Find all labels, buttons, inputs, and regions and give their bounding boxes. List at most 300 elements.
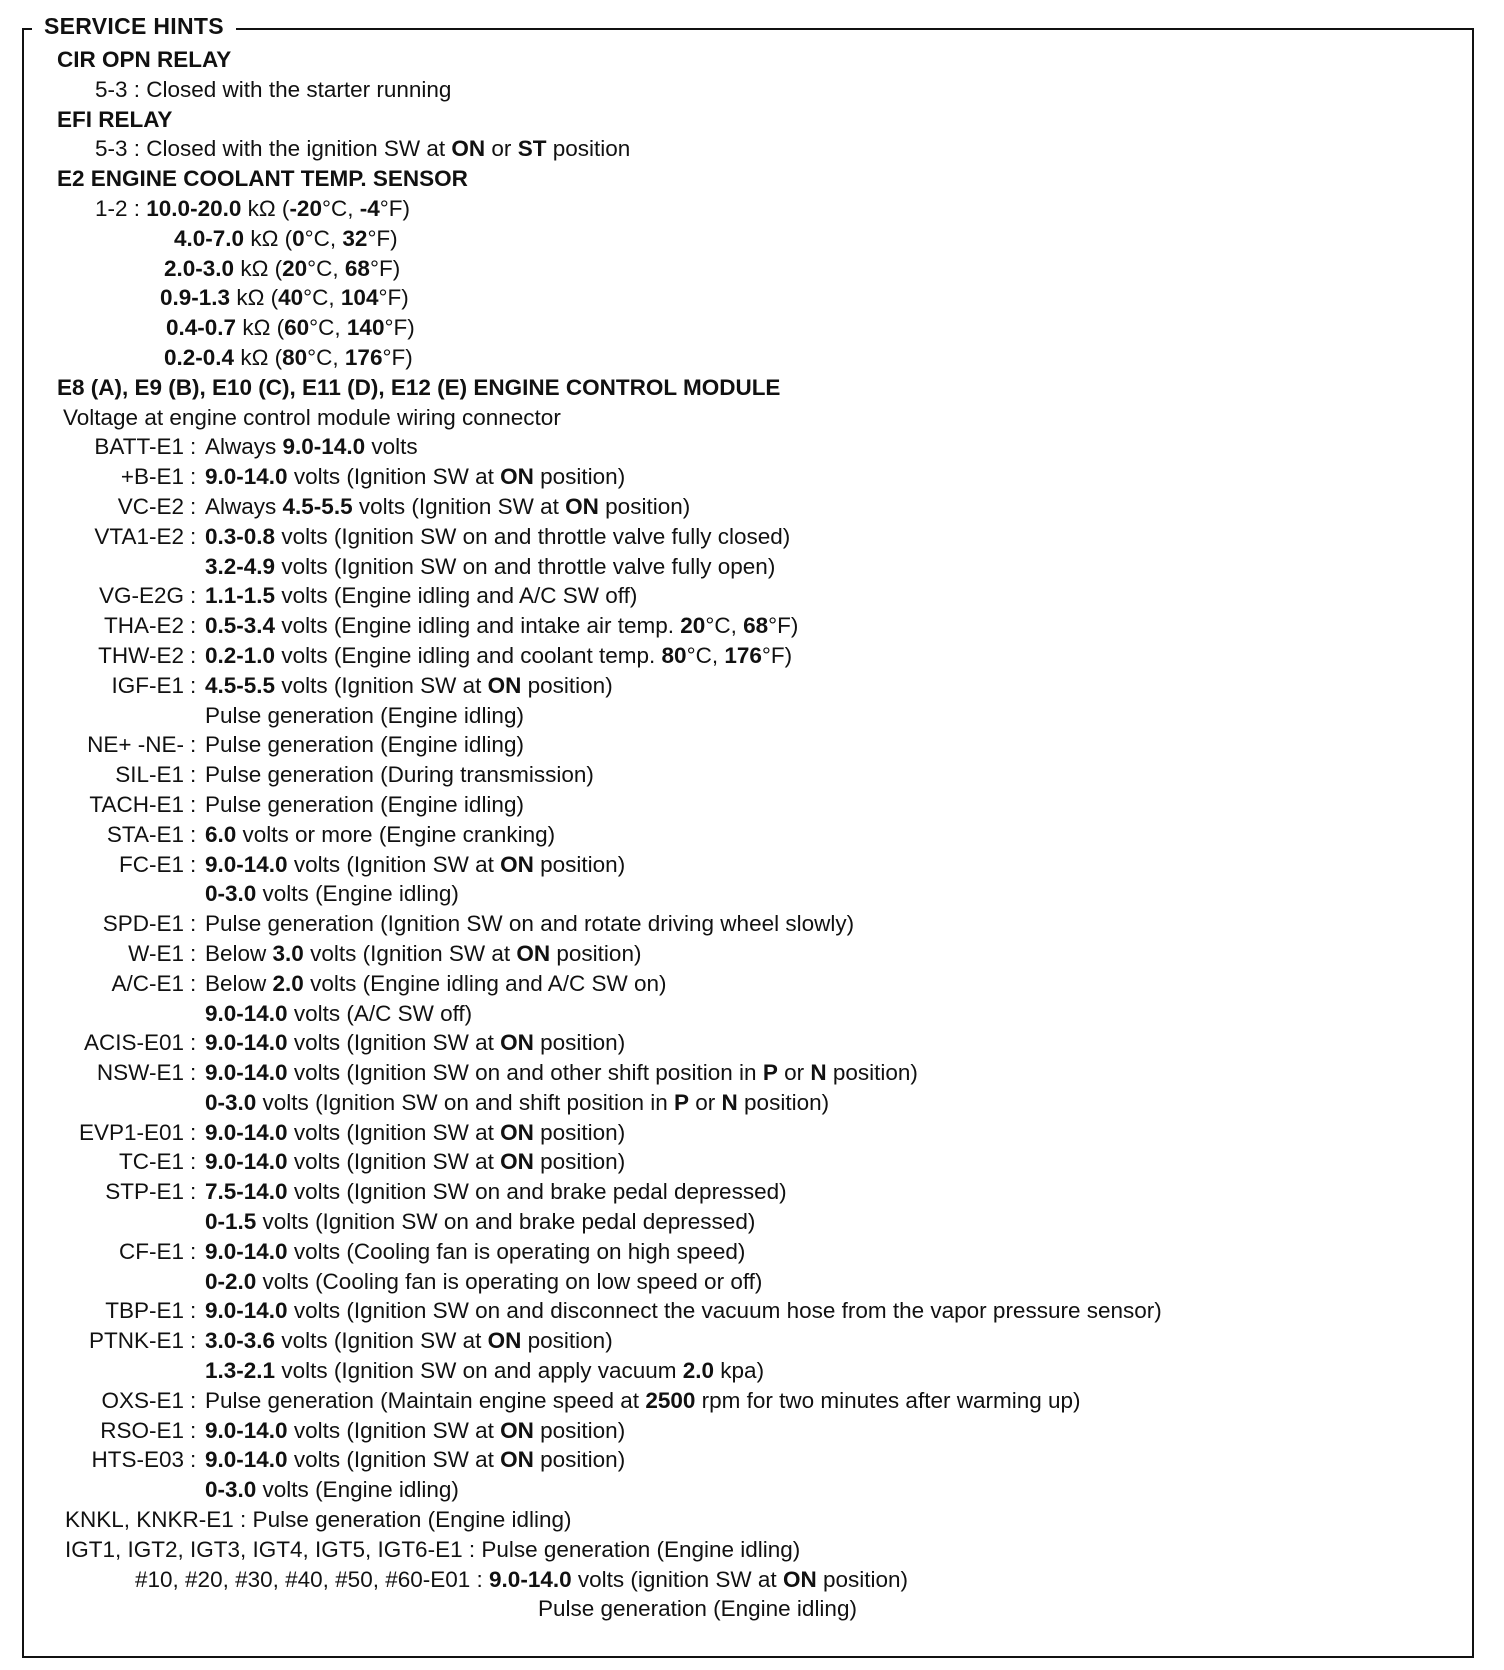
terminal-value xyxy=(205,1475,459,1505)
value-text: volts (ignition SW at xyxy=(571,1566,783,1592)
spec-line xyxy=(0,224,1504,254)
terminal-row xyxy=(0,1267,1504,1297)
terminal-value xyxy=(205,1118,625,1148)
value-bold: 3.2-4.9 xyxy=(205,553,276,579)
terminal-value xyxy=(205,1445,625,1475)
value-bold: ON xyxy=(516,940,551,966)
value-text: Pulse generation (Ignition SW on and rotate driving wheel slowly) xyxy=(205,911,855,937)
separator-colon: : xyxy=(190,791,197,817)
terminal-row xyxy=(0,1028,1504,1058)
terminal-row xyxy=(0,462,1504,492)
spec-line-text xyxy=(95,134,630,164)
value-text: volts (Ignition SW at xyxy=(287,851,501,877)
value-bold: ON xyxy=(565,493,599,519)
value-bold: 4.5-5.5 xyxy=(282,493,353,519)
value-text: position) xyxy=(533,464,626,490)
terminal-row xyxy=(0,909,1504,939)
value-text: volts (Engine idling and coolant temp. xyxy=(275,642,662,668)
separator-colon: : xyxy=(190,583,197,609)
terminal-label: VTA1-E2 xyxy=(94,523,184,549)
value-bold: ST xyxy=(517,136,547,162)
value-bold: 6.0 xyxy=(205,821,237,847)
value-text: kΩ ( xyxy=(234,255,283,281)
terminal-value xyxy=(205,1058,918,1088)
terminal-value xyxy=(205,552,775,582)
separator-colon: : xyxy=(190,1149,197,1175)
spec-line-text xyxy=(63,403,561,433)
value-text: volts (Ignition SW at xyxy=(287,1119,501,1145)
terminal-value xyxy=(205,1356,764,1386)
value-bold: 9.0-14.0 xyxy=(205,851,288,877)
value-text: position xyxy=(546,136,631,162)
value-text: or xyxy=(777,1060,811,1086)
terminal-row xyxy=(0,1147,1504,1177)
terminal-label: STA-E1 xyxy=(106,821,184,847)
separator-colon: : xyxy=(190,1030,197,1056)
value-text: volts (Ignition SW at xyxy=(287,1447,501,1473)
terminal-row xyxy=(0,969,1504,999)
value-text: volts (Cooling fan is operating on high speed) xyxy=(287,1238,746,1264)
value-bold: 0.4-0.7 xyxy=(166,315,237,341)
terminal-row xyxy=(0,552,1504,582)
value-text: #10, #20, #30, #40, #50, #60-E01 : xyxy=(135,1566,490,1592)
terminal-row xyxy=(0,1445,1504,1475)
terminal-row xyxy=(0,1296,1504,1326)
value-bold: 0-1.5 xyxy=(205,1209,257,1235)
value-bold: 0-3.0 xyxy=(205,1089,257,1115)
separator-colon: : xyxy=(190,493,197,519)
terminal-label: THW-E2 xyxy=(98,642,184,668)
value-text: Pulse generation (Engine idling) xyxy=(538,1596,857,1622)
value-bold: N xyxy=(810,1060,827,1086)
value-bold: 140 xyxy=(346,315,385,341)
separator-colon: : xyxy=(190,1447,197,1473)
separator-colon: : xyxy=(190,1417,197,1443)
value-text: volts (Ignition SW at xyxy=(287,1417,501,1443)
value-text: volts (Engine idling) xyxy=(256,1477,459,1503)
terminal-value xyxy=(205,1088,829,1118)
section-legend: SERVICE HINTS xyxy=(32,10,236,42)
section-heading xyxy=(0,164,1504,194)
service-hints-content xyxy=(0,45,1504,1624)
value-bold: ON xyxy=(500,1417,534,1443)
value-bold: 2.0 xyxy=(682,1358,715,1384)
separator-colon: : xyxy=(190,523,197,549)
terminal-label: RSO-E1 xyxy=(100,1417,184,1443)
value-text: Voltage at engine control module wiring connector xyxy=(63,404,561,430)
terminal-value xyxy=(205,611,798,641)
value-text: °C, xyxy=(686,642,725,668)
value-text: °F) xyxy=(768,613,799,639)
value-bold: 2500 xyxy=(645,1387,696,1413)
terminal-value xyxy=(205,1267,762,1297)
value-bold: 4.0-7.0 xyxy=(174,225,245,251)
value-bold: 9.0-14.0 xyxy=(205,1119,288,1145)
value-text: position) xyxy=(521,672,613,698)
terminal-row xyxy=(0,522,1504,552)
terminal-value xyxy=(205,1296,1162,1326)
value-bold: N xyxy=(721,1089,738,1115)
terminal-label: TACH-E1 xyxy=(89,791,184,817)
spec-line-text xyxy=(538,1594,857,1624)
value-text: volts (Ignition SW at xyxy=(275,672,488,698)
terminal-value xyxy=(205,879,459,909)
value-text: Always xyxy=(205,493,283,519)
value-bold: 3.0-3.6 xyxy=(205,1328,276,1354)
value-text: Pulse generation (Engine idling) xyxy=(205,732,524,758)
value-text: °F) xyxy=(382,344,413,370)
value-bold: 0-2.0 xyxy=(205,1268,257,1294)
value-text: or xyxy=(485,136,518,162)
terminal-value xyxy=(205,939,641,969)
value-text: volts (Ignition SW on and throttle valve fully open) xyxy=(275,553,776,579)
heading-text: CIR OPN RELAY xyxy=(57,47,232,72)
value-bold: 0-3.0 xyxy=(205,881,257,907)
terminal-row xyxy=(0,760,1504,790)
spec-line-text xyxy=(166,313,415,343)
value-bold: 1.3-2.1 xyxy=(205,1358,276,1384)
separator-colon: : xyxy=(190,851,197,877)
separator-colon: : xyxy=(190,1060,197,1086)
value-text: kpa) xyxy=(714,1358,765,1384)
value-text: IGT1, IGT2, IGT3, IGT4, IGT5, IGT6-E1 : Pulse generation (Engine idling) xyxy=(65,1536,801,1562)
value-bold: 32 xyxy=(342,225,368,251)
value-text: volts xyxy=(365,434,418,460)
separator-colon: : xyxy=(190,642,197,668)
value-bold: 0-3.0 xyxy=(205,1477,257,1503)
terminal-row xyxy=(0,641,1504,671)
value-text: °C, xyxy=(307,255,345,281)
value-bold: 9.0-14.0 xyxy=(205,1417,288,1443)
value-bold: 2.0 xyxy=(272,970,304,996)
value-bold: 9.0-14.0 xyxy=(205,1000,288,1026)
separator-colon: : xyxy=(190,1238,197,1264)
value-text: kΩ ( xyxy=(244,225,293,251)
spec-line-text xyxy=(65,1535,800,1565)
section-heading xyxy=(0,373,1504,403)
spec-line-text xyxy=(164,343,413,373)
spec-line xyxy=(0,134,1504,164)
terminal-label: THA-E2 xyxy=(103,613,184,639)
separator-colon: : xyxy=(190,970,197,996)
terminal-value xyxy=(205,1028,625,1058)
terminal-label: OXS-E1 xyxy=(101,1387,184,1413)
spec-line xyxy=(0,313,1504,343)
value-text: °F) xyxy=(367,225,398,251)
value-text: °C, xyxy=(705,613,744,639)
terminal-label: ACIS-E01 xyxy=(83,1030,184,1056)
terminal-row xyxy=(0,879,1504,909)
spec-line xyxy=(0,403,1504,433)
spec-line-text xyxy=(135,1565,908,1595)
spec-line-text xyxy=(95,75,451,105)
separator-colon: : xyxy=(190,464,197,490)
value-text: °F) xyxy=(379,195,410,221)
separator-colon: : xyxy=(190,732,197,758)
value-bold: 10.0-20.0 xyxy=(146,195,242,221)
terminal-label: NSW-E1 xyxy=(96,1060,184,1086)
spec-line-text xyxy=(65,1505,572,1535)
terminal-row xyxy=(0,671,1504,701)
value-bold: 20 xyxy=(680,613,706,639)
value-text: volts (Engine idling and A/C SW on) xyxy=(303,970,667,996)
value-text: °F) xyxy=(369,255,401,281)
separator-colon: : xyxy=(190,1119,197,1145)
value-bold: 9.0-14.0 xyxy=(205,1298,288,1324)
value-bold: 0.3-0.8 xyxy=(205,523,276,549)
spec-line-text xyxy=(164,254,400,284)
terminal-row xyxy=(0,730,1504,760)
terminal-value xyxy=(205,909,854,939)
heading-text: E8 (A), E9 (B), E10 (C), E11 (D), E12 (E) ENGINE CONTROL MODULE xyxy=(57,374,781,400)
value-text: Pulse generation (Maintain engine speed at xyxy=(205,1387,646,1413)
value-bold: 9.0-14.0 xyxy=(205,1060,288,1086)
value-bold: 1.1-1.5 xyxy=(205,583,276,609)
separator-colon: : xyxy=(190,613,197,639)
value-text: Pulse generation (During transmission) xyxy=(205,762,594,788)
value-text: volts (Ignition SW on and apply vacuum xyxy=(275,1358,683,1384)
spec-line-text xyxy=(174,224,398,254)
spec-line xyxy=(0,283,1504,313)
value-bold: 20 xyxy=(282,255,308,281)
terminal-value xyxy=(205,969,667,999)
value-text: position) xyxy=(598,493,691,519)
terminal-value xyxy=(205,1207,755,1237)
terminal-row xyxy=(0,850,1504,880)
value-bold: 0 xyxy=(292,225,305,251)
spec-line xyxy=(0,194,1504,224)
value-bold: ON xyxy=(500,1030,534,1056)
section-heading xyxy=(0,105,1504,135)
value-bold: 9.0-14.0 xyxy=(205,1149,288,1175)
spec-line-text xyxy=(95,194,410,224)
value-bold: 0.5-3.4 xyxy=(205,613,276,639)
value-bold: 2.0-3.0 xyxy=(164,255,235,281)
terminal-label: STP-E1 xyxy=(105,1179,184,1205)
value-bold: 68 xyxy=(344,255,370,281)
terminal-value xyxy=(205,701,524,731)
value-text: volts (Ignition SW on and other shift position in xyxy=(287,1060,763,1086)
value-bold: 80 xyxy=(661,642,687,668)
terminal-row xyxy=(0,1356,1504,1386)
separator-colon: : xyxy=(190,762,197,788)
terminal-value xyxy=(205,820,555,850)
separator-colon: : xyxy=(190,672,197,698)
terminal-label: +B-E1 xyxy=(120,464,184,490)
value-text: position) xyxy=(550,940,642,966)
terminal-value xyxy=(205,671,613,701)
terminal-label: HTS-E03 xyxy=(91,1447,184,1473)
value-text: volts (Ignition SW at xyxy=(287,1030,501,1056)
terminal-row xyxy=(0,1416,1504,1446)
value-bold: 176 xyxy=(724,642,762,668)
terminal-label: BATT-E1 xyxy=(94,434,184,460)
value-text: volts or more (Engine cranking) xyxy=(236,821,556,847)
terminal-label: A/C-E1 xyxy=(111,970,184,996)
terminal-value xyxy=(205,850,625,880)
value-bold: 9.0-14.0 xyxy=(489,1566,572,1592)
value-text: °C, xyxy=(321,195,360,221)
terminal-row xyxy=(0,1088,1504,1118)
value-bold: P xyxy=(762,1060,778,1086)
spec-line xyxy=(0,1505,1504,1535)
value-bold: ON xyxy=(451,136,486,162)
separator-colon: : xyxy=(190,434,197,460)
terminal-label: FC-E1 xyxy=(118,851,184,877)
value-text: position) xyxy=(521,1328,613,1354)
value-bold: 80 xyxy=(282,344,308,370)
terminal-label: EVP1-E01 xyxy=(78,1119,184,1145)
value-bold: 176 xyxy=(344,344,383,370)
value-text: volts (Ignition SW at xyxy=(352,493,566,519)
terminal-row xyxy=(0,1326,1504,1356)
spec-line xyxy=(0,1594,1504,1624)
value-bold: -4 xyxy=(359,195,380,221)
terminal-row xyxy=(0,581,1504,611)
value-bold: 0.2-0.4 xyxy=(164,344,235,370)
separator-colon: : xyxy=(190,1179,197,1205)
terminal-value xyxy=(205,790,524,820)
value-text: position) xyxy=(533,1149,626,1175)
value-bold: ON xyxy=(487,672,522,698)
value-text: volts (Ignition SW on and brake pedal depressed) xyxy=(256,1209,756,1235)
terminal-value xyxy=(205,641,792,671)
value-bold: 9.0-14.0 xyxy=(205,1238,288,1264)
value-bold: 104 xyxy=(340,285,379,311)
value-text: °F) xyxy=(384,315,415,341)
value-text: rpm for two minutes after warming up) xyxy=(695,1387,1081,1413)
terminal-label: SIL-E1 xyxy=(115,762,184,788)
terminal-label: CF-E1 xyxy=(118,1238,184,1264)
value-bold: P xyxy=(674,1089,690,1115)
terminal-row xyxy=(0,492,1504,522)
value-bold: 40 xyxy=(278,285,304,311)
value-text: volts (Ignition SW at xyxy=(287,464,501,490)
value-text: position) xyxy=(533,1417,626,1443)
terminal-label: NE+ -NE- xyxy=(87,732,184,758)
value-text: °C, xyxy=(303,285,341,311)
value-text: volts (Ignition SW on and shift position in xyxy=(256,1089,675,1115)
separator-colon: : xyxy=(190,1387,197,1413)
value-text: volts (Ignition SW at xyxy=(303,940,517,966)
value-bold: ON xyxy=(500,851,534,877)
terminal-value xyxy=(205,1177,787,1207)
separator-colon: : xyxy=(190,911,197,937)
value-bold: -20 xyxy=(289,195,322,221)
terminal-row xyxy=(0,939,1504,969)
terminal-row xyxy=(0,790,1504,820)
spec-line xyxy=(0,1535,1504,1565)
value-text: position) xyxy=(816,1566,908,1592)
value-text: volts (Ignition SW on and brake pedal depressed) xyxy=(287,1179,787,1205)
value-bold: ON xyxy=(500,1119,534,1145)
value-text: volts (A/C SW off) xyxy=(287,1000,473,1026)
value-bold: ON xyxy=(500,1149,534,1175)
terminal-label: IGF-E1 xyxy=(111,672,184,698)
terminal-row xyxy=(0,1058,1504,1088)
terminal-value xyxy=(205,1386,1081,1416)
terminal-row xyxy=(0,820,1504,850)
spec-line xyxy=(0,254,1504,284)
terminal-value xyxy=(205,999,472,1029)
terminal-value xyxy=(205,1416,625,1446)
value-text: volts (Ignition SW on and disconnect the vacuum hose from the vapor pressure sensor) xyxy=(287,1298,1162,1324)
value-bold: 9.0-14.0 xyxy=(282,434,366,460)
value-bold: 9.0-14.0 xyxy=(205,1030,288,1056)
value-text: volts (Engine idling and A/C SW off) xyxy=(275,583,638,609)
value-text: volts (Ignition SW at xyxy=(287,1149,501,1175)
terminal-row xyxy=(0,1118,1504,1148)
terminal-label: W-E1 xyxy=(128,940,184,966)
value-text: °C, xyxy=(304,225,343,251)
terminal-value xyxy=(205,1237,745,1267)
value-text: position) xyxy=(533,851,626,877)
value-text: volts (Cooling fan is operating on low speed or off) xyxy=(256,1268,763,1294)
value-text: or xyxy=(689,1089,722,1115)
value-bold: 4.5-5.5 xyxy=(205,672,276,698)
terminal-label: TC-E1 xyxy=(118,1149,184,1175)
value-bold: 3.0 xyxy=(272,940,304,966)
terminal-row xyxy=(0,1177,1504,1207)
value-text: volts (Ignition SW at xyxy=(275,1328,488,1354)
spec-line-text xyxy=(160,283,409,313)
terminal-value xyxy=(205,492,690,522)
terminal-row xyxy=(0,999,1504,1029)
value-bold: 7.5-14.0 xyxy=(205,1179,288,1205)
value-bold: 0.2-1.0 xyxy=(205,642,276,668)
value-bold: ON xyxy=(500,464,534,490)
value-text: position) xyxy=(533,1030,626,1056)
value-text: volts (Ignition SW on and throttle valve fully closed) xyxy=(275,523,791,549)
terminal-row xyxy=(0,611,1504,641)
spec-line xyxy=(0,343,1504,373)
value-text: °F) xyxy=(378,285,409,311)
value-text: position) xyxy=(533,1447,626,1473)
value-text: 5-3 : Closed with the ignition SW at xyxy=(95,136,452,162)
section-heading xyxy=(0,45,1504,75)
value-text: kΩ ( xyxy=(236,315,285,341)
value-text: Pulse generation (Engine idling) xyxy=(205,791,524,817)
value-text: position) xyxy=(737,1089,830,1115)
terminal-value xyxy=(205,432,418,462)
terminal-label: VG-E2G xyxy=(98,583,184,609)
value-text: Always xyxy=(205,434,283,460)
terminal-value xyxy=(205,730,524,760)
value-bold: 60 xyxy=(284,315,310,341)
terminal-value xyxy=(205,760,594,790)
terminal-label: PTNK-E1 xyxy=(88,1328,184,1354)
value-bold: 68 xyxy=(743,613,769,639)
value-text: volts (Engine idling and intake air temp. xyxy=(275,613,681,639)
value-bold: 0.9-1.3 xyxy=(160,285,231,311)
terminal-label: SPD-E1 xyxy=(102,911,184,937)
terminal-value xyxy=(205,1326,613,1356)
value-text: Below xyxy=(205,970,273,996)
value-bold: 9.0-14.0 xyxy=(205,464,288,490)
value-bold: ON xyxy=(782,1566,817,1592)
value-text: volts (Engine idling) xyxy=(256,881,459,907)
terminal-label: VC-E2 xyxy=(117,493,184,519)
separator-colon: : xyxy=(190,1328,197,1354)
heading-text: E2 ENGINE COOLANT TEMP. SENSOR xyxy=(57,166,468,192)
terminal-label: TBP-E1 xyxy=(105,1298,184,1324)
value-text: position) xyxy=(826,1060,918,1086)
value-bold: ON xyxy=(500,1447,534,1473)
terminal-value xyxy=(205,462,625,492)
separator-colon: : xyxy=(190,940,197,966)
separator-colon: : xyxy=(190,1298,197,1324)
value-text: °C, xyxy=(307,344,345,370)
